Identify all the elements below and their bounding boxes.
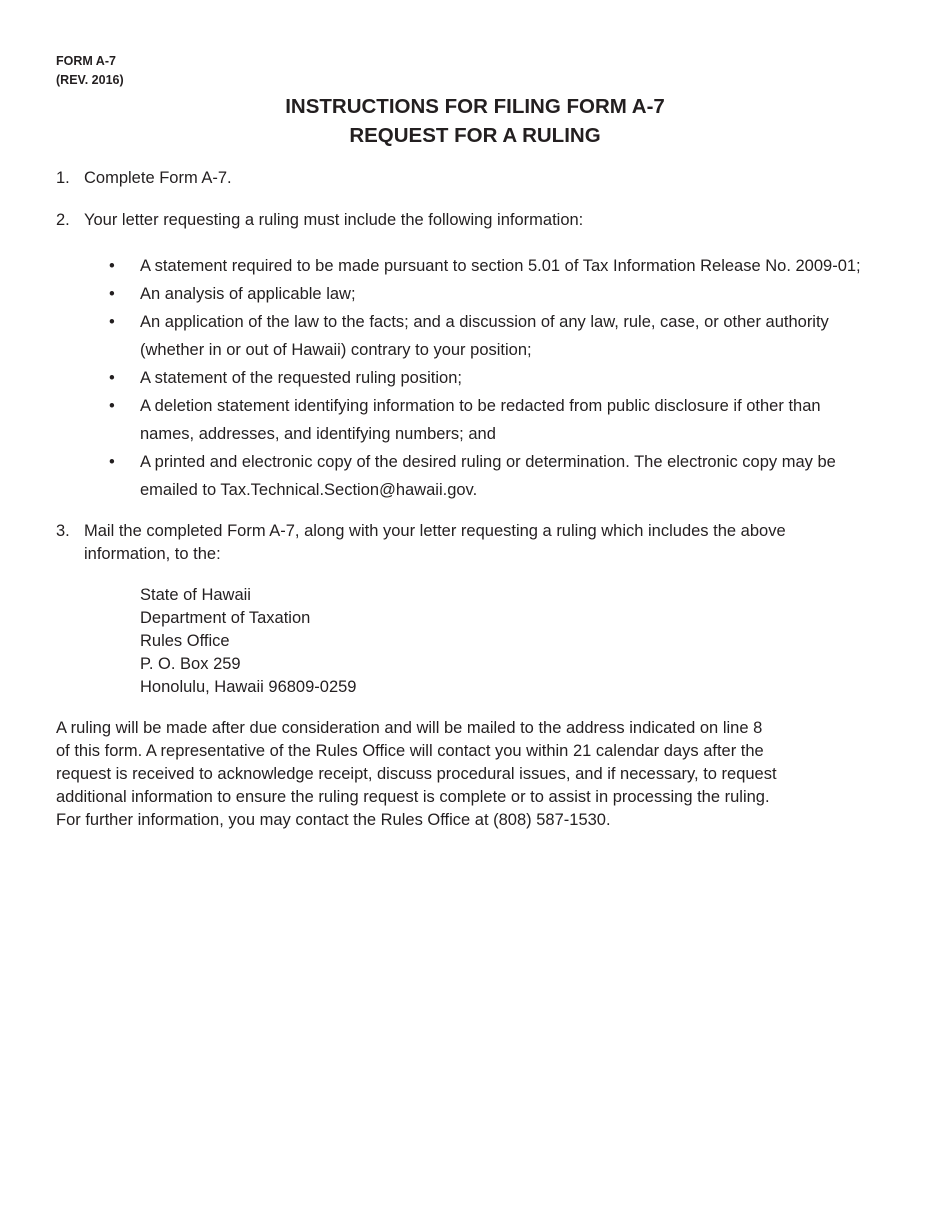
step-number: 1. <box>56 169 70 187</box>
form-revision: (REV. 2016) <box>56 73 124 87</box>
address-line: State of Hawaii <box>140 586 251 604</box>
step-text <box>84 520 896 566</box>
address-line: Honolulu, Hawaii 96809-0259 <box>140 678 357 696</box>
list-item <box>108 308 898 364</box>
title-line-2: REQUEST FOR A RULING <box>349 124 601 147</box>
list-item-line: A statement of the requested ruling position; <box>140 369 462 387</box>
bullet-icon: • <box>109 285 115 303</box>
step-3 <box>56 520 896 566</box>
address-line: Rules Office <box>140 632 230 650</box>
paragraph-line: additional information to ensure the ruling request is complete or to assist in processing the ruling. <box>56 788 770 806</box>
paragraph-line: A ruling will be made after due consideration and will be mailed to the address indicated on line 8 <box>56 719 763 737</box>
bullet-icon: • <box>109 453 115 471</box>
list-item-line: A statement required to be made pursuant to section 5.01 of Tax Information Release No. 2009-01; <box>140 257 861 275</box>
address-line: Department of Taxation <box>140 609 311 627</box>
bullet-icon: • <box>109 313 115 331</box>
list-item-line: An analysis of applicable law; <box>140 285 356 303</box>
title-line-1: INSTRUCTIONS FOR FILING FORM A-7 <box>285 95 665 118</box>
bullet-icon: • <box>109 397 115 415</box>
step-text-line: Mail the completed Form A-7, along with your letter requesting a ruling which includes the above <box>84 522 786 540</box>
list-item-line: names, addresses, and identifying numbers; and <box>140 425 496 443</box>
requirements-list <box>108 252 898 504</box>
list-item-line: (whether in or out of Hawaii) contrary to your position; <box>140 341 532 359</box>
list-item-line: emailed to Tax.Technical.Section@hawaii.gov. <box>140 481 478 499</box>
paragraph-line: request is received to acknowledge receipt, discuss procedural issues, and if necessary, to request <box>56 765 777 783</box>
list-item <box>108 252 898 280</box>
list-item-line: A printed and electronic copy of the desired ruling or determination. The electronic copy may be <box>140 453 836 471</box>
page-title <box>0 92 950 150</box>
list-item-line: An application of the law to the facts; and a discussion of any law, rule, case, or other authority <box>140 313 829 331</box>
list-item <box>108 364 898 392</box>
paragraph-line: For further information, you may contact the Rules Office at (808) 587-1530. <box>56 811 611 829</box>
list-item <box>108 392 898 448</box>
list-item <box>108 280 898 308</box>
mailing-address <box>140 584 356 699</box>
closing-paragraph <box>56 717 816 832</box>
bullet-icon: • <box>109 257 115 275</box>
bullet-icon: • <box>109 369 115 387</box>
list-item <box>108 448 898 504</box>
address-line: P. O. Box 259 <box>140 655 241 673</box>
step-number: 3. <box>56 522 70 540</box>
step-number: 2. <box>56 211 70 229</box>
step-2 <box>56 209 896 232</box>
list-item-line: A deletion statement identifying information to be redacted from public disclosure if other than <box>140 397 821 415</box>
step-1 <box>56 167 896 190</box>
step-text: Complete Form A-7. <box>84 169 232 187</box>
form-identifier <box>56 52 124 90</box>
form-number: FORM A-7 <box>56 54 116 68</box>
step-text: Your letter requesting a ruling must include the following information: <box>84 211 584 229</box>
step-text-line: information, to the: <box>84 545 221 563</box>
paragraph-line: of this form. A representative of the Rules Office will contact you within 21 calendar days after the <box>56 742 764 760</box>
